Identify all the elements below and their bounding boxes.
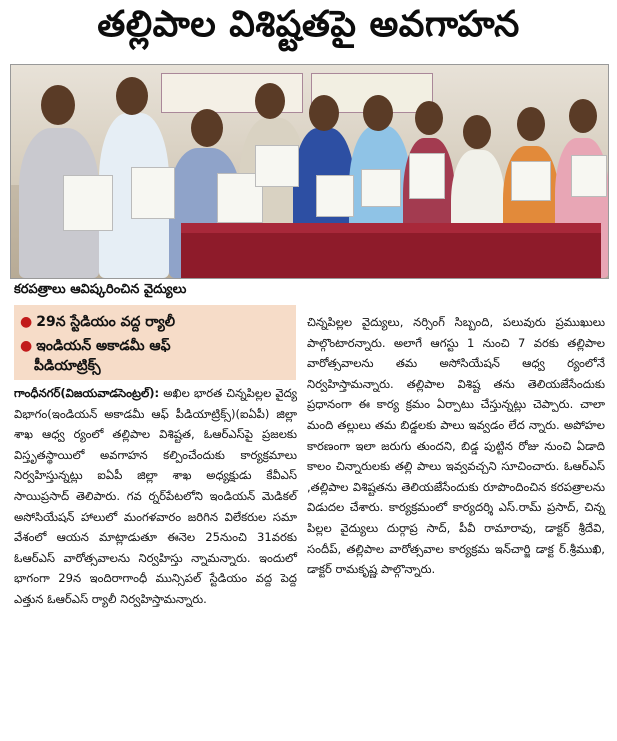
person-4-head	[255, 83, 285, 119]
person-9-head	[517, 107, 545, 141]
highlight-item-2: ● ఇండియన్ అకాడమీ ఆఫ్	[20, 338, 171, 354]
headline: తల్లిపాల విశిష్టతపై అవగాహన	[97, 4, 520, 45]
leaflet-1	[63, 175, 113, 231]
article-column-left	[14, 383, 297, 610]
leaflet-2	[131, 167, 175, 219]
person-8-head	[463, 115, 491, 149]
highlight-item-2-cont: పీడియాట్రిక్స్	[34, 358, 101, 374]
bullet-icon: ●	[20, 338, 33, 354]
highlight-item-1: ● 29న స్టేడియం వద్ద ర్యాలీ	[20, 314, 176, 330]
person-1-head	[41, 85, 75, 125]
person-7-head	[415, 101, 443, 135]
person-6-head	[363, 95, 393, 131]
leaflet-9	[571, 155, 607, 197]
bullet-icon: ●	[20, 314, 33, 330]
person-3-head	[191, 109, 223, 147]
leaflet-4	[255, 145, 299, 187]
leaflet-7	[409, 153, 445, 199]
article-text-left: అఖిల భారత చిన్నపిల్లల వైద్య విభాగం(ఇండియన్ అకాడమీ ఆఫ్ పీడియాట్రిక్స్)(ఐఏపీ) జిల్లా శాఖ ఆధ్వ ర్యంలో తల్లిపాల విశిష్టత, ఓఆర్ఎస్‌పై ప్రజలకు విస్తృతస్థాయిలో అవగాహన కల్పించేందుకు కార్యక్రమాలు నిర్వహిస్తున్నట్లు ఐఏపీ జిల్లా శాఖ అధ్యక్షుడు కేవీఎస్ సాయిప్రసాద్ తెలిపారు. గవ ర్నర్‌పేటలోని ఇండియన్ మెడికల్ అసోసియేషన్ హాలులో మంగళవారం జరిగిన విలేకరుల సమా వేశంలో ఆయన మాట్లాడుతూ ఈనెల 25నుంచి 31వరకు ఓఆర్ఎస్ వారోత్సవాలను నిర్వహిస్తు న్నామన్నారు. ఇందులో భాగంగా 29న ఇందిరాగాంధీ మున్సిపల్ స్టేడియం వద్ద పెద్ద ఎత్తున ఓఆర్ఎస్ ర్యాలీ నిర్వహిస్తామన్నారు.	[14, 386, 297, 606]
dateline: గాంధీనగర్(విజయవాడసెంట్రల్):	[14, 386, 160, 400]
article-text-right: చిన్నపిల్లల వైద్యులు, నర్సింగ్ సిబ్బంది, పలువురు ప్రముఖులు పాల్గొంటారన్నారు. అలాగే ఆగస్టు 1 నుంచి 7 వరకు తల్లిపాల వారోత్సవాలను తమ అసోసియేషన్ ఆధ్వ ర్యంలోనే నిర్వహిస్తామన్నారు. తల్లిపాల విశిష్ట తను తెలియజేసేందుకు ప్రధానంగా ఈ కార్య క్రమం ఏర్పాటు చేస్తున్నట్లు చెప్పారు. చాలా మంది తల్లులు తమ బిడ్డలకు పాలు ఇవ్వడం లేద న్నారు. అపోహల కారణంగా ఇలా జరుగు తుందని, బిడ్డ పుట్టిన రోజు నుంచి ఏడాది కాలం చిన్నారులకు తల్లి పాలు ఇవ్వవచ్చని సూచించారు. ఓఆర్ఎస్ ,తల్లిపాల విశిష్టతను తెలియజేసేందుకు రూపొందించిన కరపత్రాలను విడుదల చేశారు. కార్యక్రమంలో కార్యదర్శి ఎస్.రామ్ ప్రసాద్, చిన్న పిల్లల వైద్యులు దుర్గాప్ర సాద్, పీవీ రామారావు, డాక్టర్ శ్రీదేవి, సందీప్, తల్లిపాల వారోత్సవాల కార్యక్రమ ఇన్‌చార్జి డాక్ట ర్.శ్రీముఖి, డాక్టర్ రామకృష్ణ పాల్గొన్నారు.	[307, 315, 605, 577]
highlights-box	[14, 305, 296, 380]
leaflet-6	[361, 169, 401, 207]
person-10-head	[569, 99, 597, 133]
photo-caption: కరపత్రాలు ఆవిష్కరించిన వైద్యులు	[14, 282, 187, 297]
leaflet-8	[511, 161, 551, 201]
person-2-head	[116, 77, 148, 115]
person-5-head	[309, 95, 339, 131]
leaflet-5	[316, 175, 354, 217]
article-column-right	[307, 312, 605, 580]
photo-table	[181, 233, 601, 279]
news-photo	[10, 64, 609, 279]
